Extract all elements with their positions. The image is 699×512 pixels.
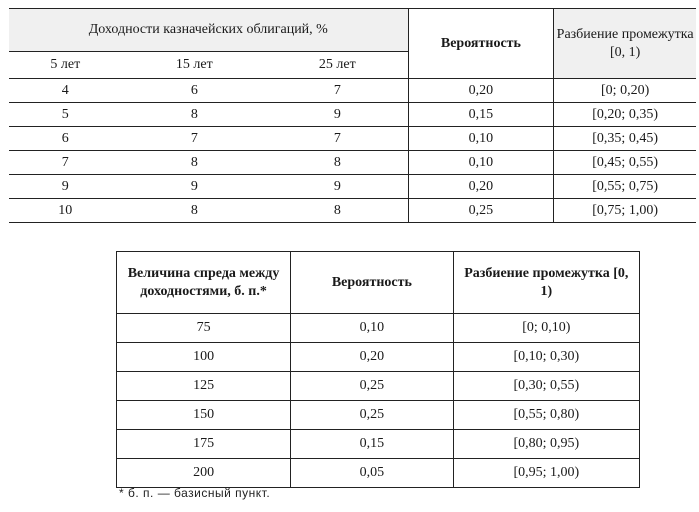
table-row [117, 459, 640, 488]
cell-interval: [0,55; 0,75) [554, 175, 696, 199]
cell-spread: 200 [117, 459, 291, 488]
cell-25y: 9 [267, 175, 408, 199]
cell-probability: 0,20 [291, 343, 453, 372]
cell-interval: [0,80; 0,95) [453, 430, 639, 459]
cell-spread: 75 [117, 314, 291, 343]
cell-15y: 8 [122, 199, 267, 223]
cell-5y: 7 [9, 151, 122, 175]
term-15y-header: 15 лет [175, 57, 213, 72]
probability-header: Вероятность [408, 9, 554, 79]
table-row [117, 343, 640, 372]
cell-probability: 0,25 [408, 199, 554, 223]
cell-interval: [0,30; 0,55) [453, 372, 639, 401]
cell-15y: 8 [122, 103, 267, 127]
table-row [9, 79, 696, 103]
cell-spread: 100 [117, 343, 291, 372]
cell-interval: [0,35; 0,45) [554, 127, 696, 151]
cell-5y: 9 [9, 175, 122, 199]
spread-header: Величина спреда между доходностями, б. п.* [117, 252, 291, 314]
cell-probability: 0,10 [408, 151, 554, 175]
cell-spread: 175 [117, 430, 291, 459]
cell-25y: 9 [267, 103, 408, 127]
cell-probability: 0,10 [408, 127, 554, 151]
cell-25y: 7 [267, 127, 408, 151]
cell-interval: [0; 0,10) [453, 314, 639, 343]
cell-probability: 0,15 [408, 103, 554, 127]
table-row [9, 199, 696, 223]
cell-probability: 0,25 [291, 401, 453, 430]
interval-header: Разбиение промежутка [0, 1) [554, 9, 696, 79]
cell-25y: 8 [267, 199, 408, 223]
table-row [117, 372, 640, 401]
cell-interval: [0,55; 0,80) [453, 401, 639, 430]
probability-header: Вероятность [291, 252, 453, 314]
table-row [117, 430, 640, 459]
cell-interval: [0,75; 1,00) [554, 199, 696, 223]
footnote: * б. п. — базисный пункт. [119, 486, 271, 500]
cell-15y: 8 [122, 151, 267, 175]
cell-interval: [0; 0,20) [554, 79, 696, 103]
cell-probability: 0,20 [408, 79, 554, 103]
cell-interval: [0,95; 1,00) [453, 459, 639, 488]
cell-interval: [0,10; 0,30) [453, 343, 639, 372]
cell-interval: [0,20; 0,35) [554, 103, 696, 127]
table-row [117, 401, 640, 430]
cell-5y: 6 [9, 127, 122, 151]
cell-probability: 0,10 [291, 314, 453, 343]
cell-25y: 8 [267, 151, 408, 175]
cell-5y: 5 [9, 103, 122, 127]
cell-probability: 0,15 [291, 430, 453, 459]
table-row [117, 314, 640, 343]
cell-probability: 0,05 [291, 459, 453, 488]
cell-probability: 0,20 [408, 175, 554, 199]
cell-interval: [0,45; 0,55) [554, 151, 696, 175]
table-row [9, 151, 696, 175]
cell-5y: 10 [9, 199, 122, 223]
cell-spread: 150 [117, 401, 291, 430]
table-row [9, 127, 696, 151]
treasury-yields-table [9, 8, 696, 223]
table-row [9, 103, 696, 127]
cell-15y: 9 [122, 175, 267, 199]
term-5y-header: 5 лет [50, 57, 81, 72]
cell-15y: 7 [122, 127, 267, 151]
cell-probability: 0,25 [291, 372, 453, 401]
cell-25y: 7 [267, 79, 408, 103]
yields-group-header: Доходности казначейских облигаций, % [9, 9, 408, 52]
term-25y-header: 25 лет [267, 52, 408, 79]
cell-spread: 125 [117, 372, 291, 401]
interval-header: Разбиение промежутка [0, 1) [464, 265, 629, 299]
cell-15y: 6 [122, 79, 267, 103]
table-row [9, 175, 696, 199]
cell-5y: 4 [9, 79, 122, 103]
spread-table [116, 251, 640, 488]
